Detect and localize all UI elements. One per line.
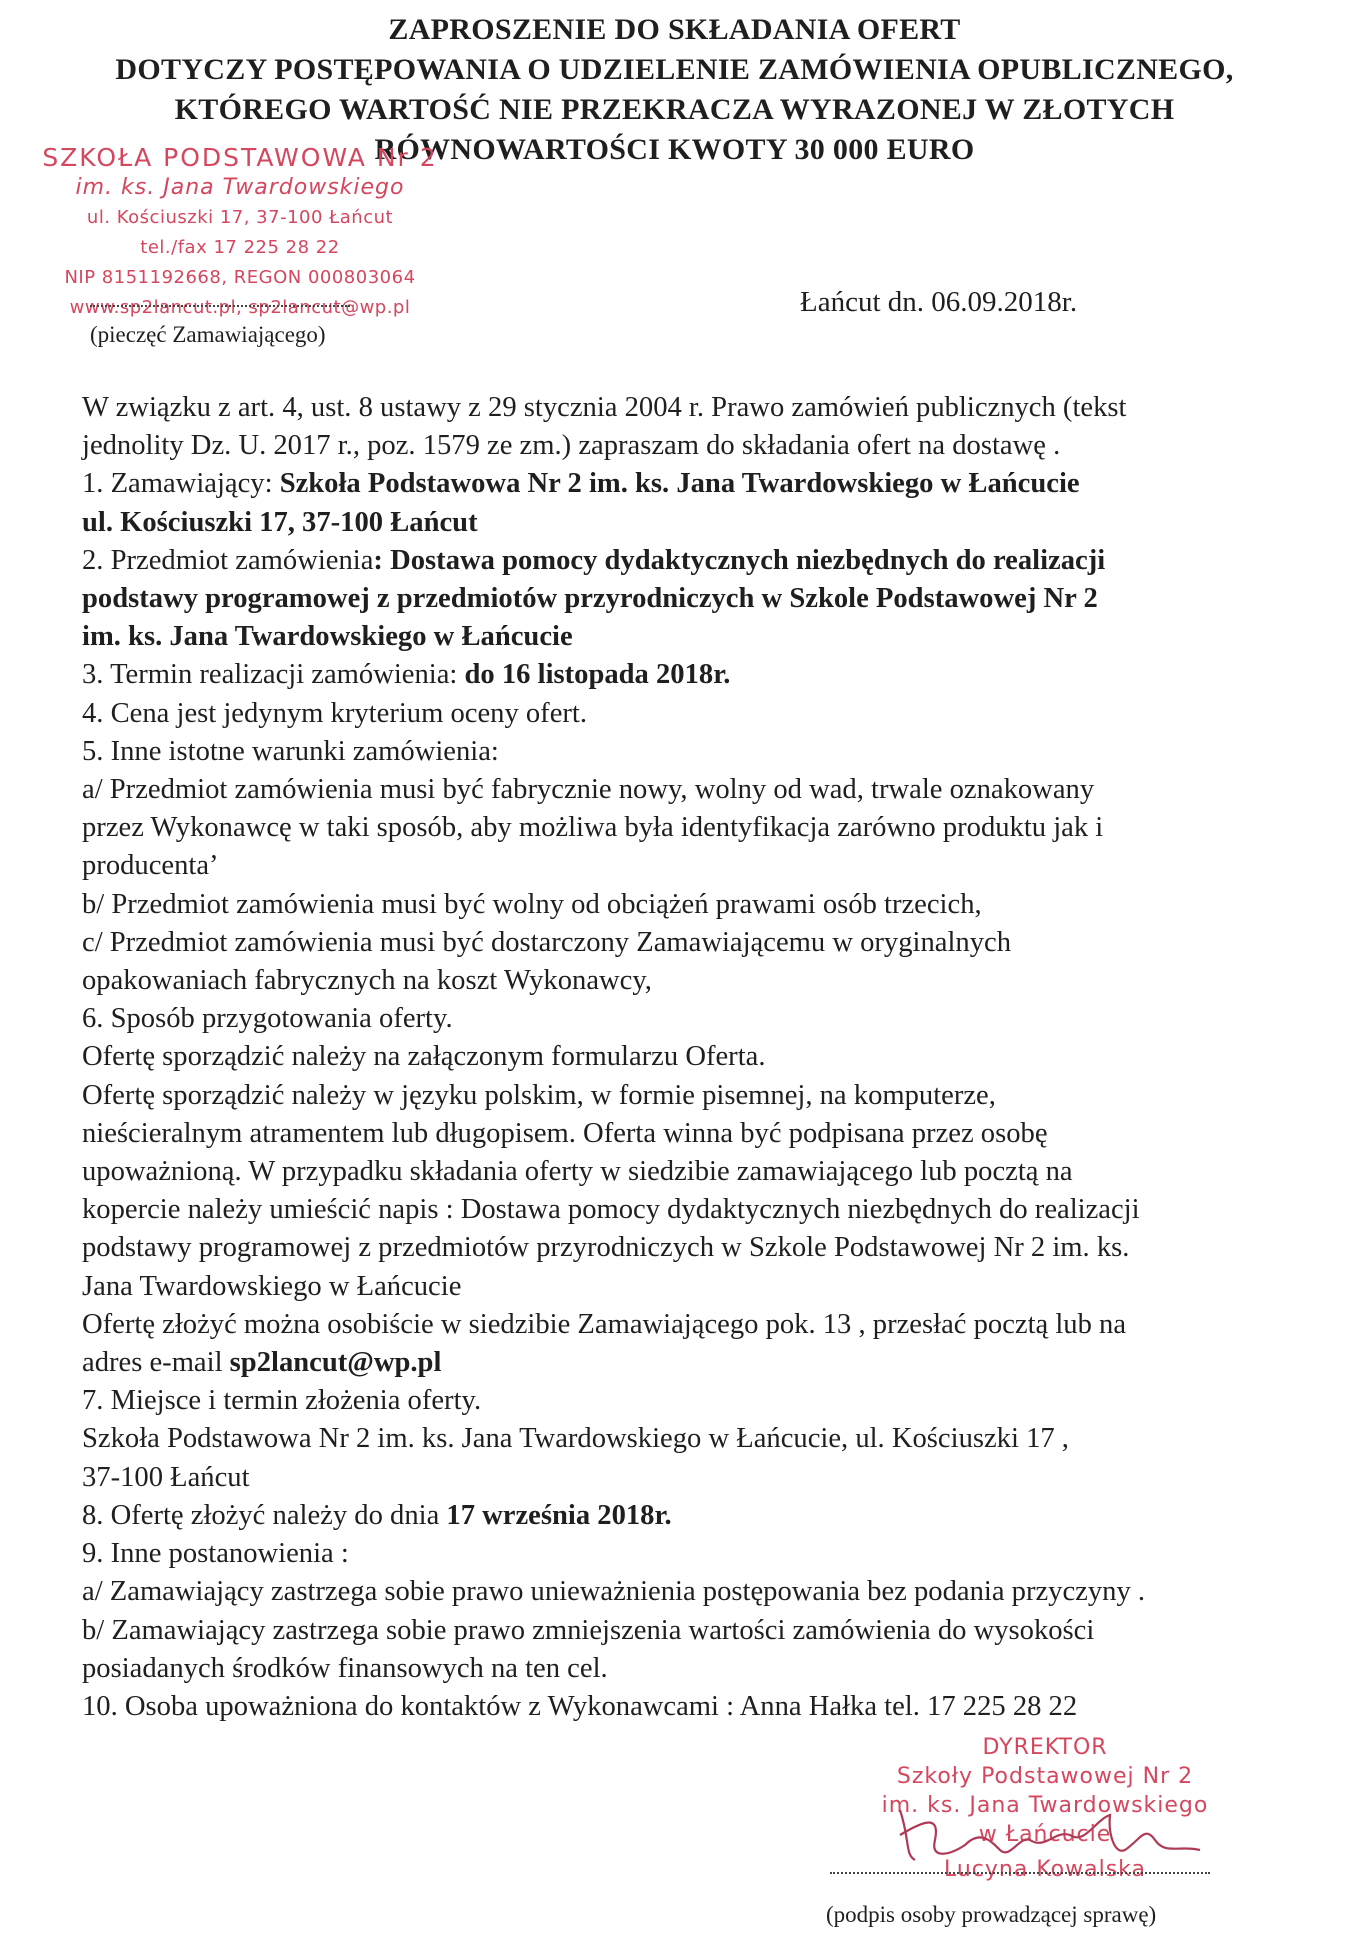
body-text: 3. Termin realizacji zamówienia:: [82, 659, 465, 691]
body-line: przez Wykonawcę w taki sposób, aby możliwa była identyfikacja zarówno produktu jak i: [82, 812, 1104, 844]
body-line: 5. Inne istotne warunki zamówienia:: [82, 735, 499, 767]
body-line: 37-100 Łańcut: [82, 1461, 250, 1493]
body-line: Jana Twardowskiego w Łańcucie: [82, 1270, 462, 1302]
body-line: Ofertę sporządzić należy na załączonym formularzu Oferta.: [82, 1041, 766, 1073]
body-line: 6. Sposób przygotowania oferty.: [82, 1003, 453, 1035]
body-line: 4. Cena jest jedynym kryterium oceny ofert.: [82, 697, 588, 729]
title-line-1: ZAPROSZENIE DO SKŁADANIA OFERT: [388, 13, 961, 46]
body-line: [82, 504, 1312, 542]
deadline-date: 17 września 2018r.: [446, 1499, 672, 1531]
stamp-patron: im. ks. Jana Twardowskiego: [75, 175, 405, 200]
body-line: upoważnioną. W przypadku składania oferty w siedzibie zamawiającego lub pocztą na: [82, 1156, 1073, 1188]
stamp-school-name: SZKOŁA PODSTAWOWA Nr 2: [42, 143, 438, 172]
school-stamp: [20, 143, 460, 323]
body-line: a/ Przedmiot zamówienia musi być fabrycznie nowy, wolny od wad, trwale oznakowany: [82, 774, 1095, 806]
body-line: podstawy programowej z przedmiotów przyrodniczych w Szkole Podstawowej Nr 2 im. ks.: [82, 1232, 1130, 1264]
body-line: Ofertę sporządzić należy w języku polskim, w formie pisemnej, na komputerze,: [82, 1079, 996, 1111]
body-line: Szkoła Podstawowa Nr 2 im. ks. Jana Twardowskiego w Łańcucie, ul. Kościuszki 17 ,: [82, 1423, 1069, 1455]
body-line: [82, 1497, 1312, 1535]
body-line: posiadanych środków finansowych na ten cel.: [82, 1652, 608, 1684]
body-line: a/ Zamawiający zastrzega sobie prawo unieważnienia postępowania bez podania przyczyny .: [82, 1576, 1146, 1608]
handwritten-signature: [880, 1800, 1240, 1870]
stamp-web-email: www.sp2lancut.pl, sp2lancut@wp.pl: [69, 297, 411, 318]
document-body: [82, 389, 1312, 1726]
stamp-patron: im. ks. Jana Twardowskiego: [881, 1793, 1209, 1818]
body-bold: : Dostawa pomocy dydaktycznych niezbędnych do realizacji: [373, 544, 1106, 576]
signature-caption: (podpis osoby prowadzącej sprawę): [826, 1902, 1157, 1927]
body-line: [82, 1344, 1312, 1382]
signature-dotted-line: [830, 1872, 1210, 1874]
body-text: adres e-mail: [82, 1347, 230, 1379]
title-line-3: KTÓREGO WARTOŚĆ NIE PRZEKRACZA WYRAZONEJ W ZŁOTYCH: [174, 93, 1175, 126]
body-line: kopercie należy umieścić napis : Dostawa pomocy dydaktycznych niezbędnych do realizacji: [82, 1194, 1140, 1226]
body-text: 2. Przedmiot zamówienia: [82, 544, 374, 576]
stamp-director-title: DYREKTOR: [982, 1735, 1108, 1760]
body-line: [82, 656, 1312, 694]
stamp-dotted-line: [90, 305, 350, 307]
body-line: 7. Miejsce i termin złożenia oferty.: [82, 1385, 482, 1417]
body-line: 9. Inne postanowienia :: [82, 1538, 349, 1570]
body-bold: do 16 listopada 2018r.: [464, 659, 731, 691]
body-line: nieścieralnym atramentem lub długopisem. Oferta winna być podpisana przez osobę: [82, 1117, 1048, 1149]
body-line: [82, 542, 1312, 580]
body-text: 8. Ofertę złożyć należy do dnia: [82, 1499, 447, 1531]
stamp-nip-regon: NIP 8151192668, REGON 000803064: [64, 267, 416, 288]
body-bold: Szkoła Podstawowa Nr 2 im. ks. Jana Twardowskiego w Łańcucie: [279, 468, 1080, 500]
body-line: b/ Przedmiot zamówienia musi być wolny od obciążeń prawami osób trzecich,: [82, 888, 982, 920]
body-bold: ul. Kościuszki 17, 37-100 Łańcut: [82, 506, 478, 538]
body-text: 1. Zamawiający:: [82, 468, 280, 500]
body-line: b/ Zamawiający zastrzega sobie prawo zmniejszenia wartości zamówienia do wysokości: [82, 1614, 1095, 1646]
body-line: [82, 465, 1312, 503]
body-bold: im. ks. Jana Twardowskiego w Łańcucie: [82, 621, 573, 653]
body-line: [82, 618, 1312, 656]
place-date: Łańcut dn. 06.09.2018r.: [800, 286, 1078, 318]
body-bold: podstawy programowej z przedmiotów przyrodniczych w Szkole Podstawowej Nr 2: [82, 583, 1098, 615]
stamp-town: w Łańcucie: [978, 1822, 1112, 1847]
stamp-director-name: Lucyna Kowalska: [943, 1857, 1147, 1882]
body-line: 10. Osoba upoważniona do kontaktów z Wykonawcami : Anna Hałka tel. 17 225 28 22: [82, 1690, 1078, 1722]
body-line: W związku z art. 4, ust. 8 ustawy z 29 stycznia 2004 r. Prawo zamówień publicznych (tekst: [82, 392, 1127, 423]
body-line: producenta’: [82, 850, 219, 882]
body-line: Ofertę złożyć można osobiście w siedzibie Zamawiającego pok. 13 , przesłać pocztą lub na: [82, 1308, 1127, 1340]
body-line: [82, 580, 1312, 618]
title-line-2: DOTYCZY POSTĘPOWANIA O UDZIELENIE ZAMÓWIENIA OPUBLICZNEGO,: [115, 53, 1234, 86]
body-line: opakowaniach fabrycznych na koszt Wykonawcy,: [82, 965, 652, 997]
stamp-phone: tel./fax 17 225 28 22: [140, 237, 340, 258]
title-line-4: RÓWNOWARTOŚCI KWOTY 30 000 EURO: [374, 133, 975, 166]
body-line: jednolity Dz. U. 2017 r., poz. 1579 ze zm.) zapraszam do składania ofert na dostawę .: [82, 430, 1061, 462]
stamp-address: ul. Kościuszki 17, 37-100 Łańcut: [86, 207, 394, 228]
stamp-caption: (pieczęć Zamawiającego): [90, 322, 326, 347]
stamp-school: Szkoły Podstawowej Nr 2: [896, 1764, 1194, 1789]
email-address: sp2lancut@wp.pl: [229, 1347, 442, 1379]
body-line: c/ Przedmiot zamówienia musi być dostarczony Zamawiającemu w oryginalnych: [82, 926, 1011, 958]
